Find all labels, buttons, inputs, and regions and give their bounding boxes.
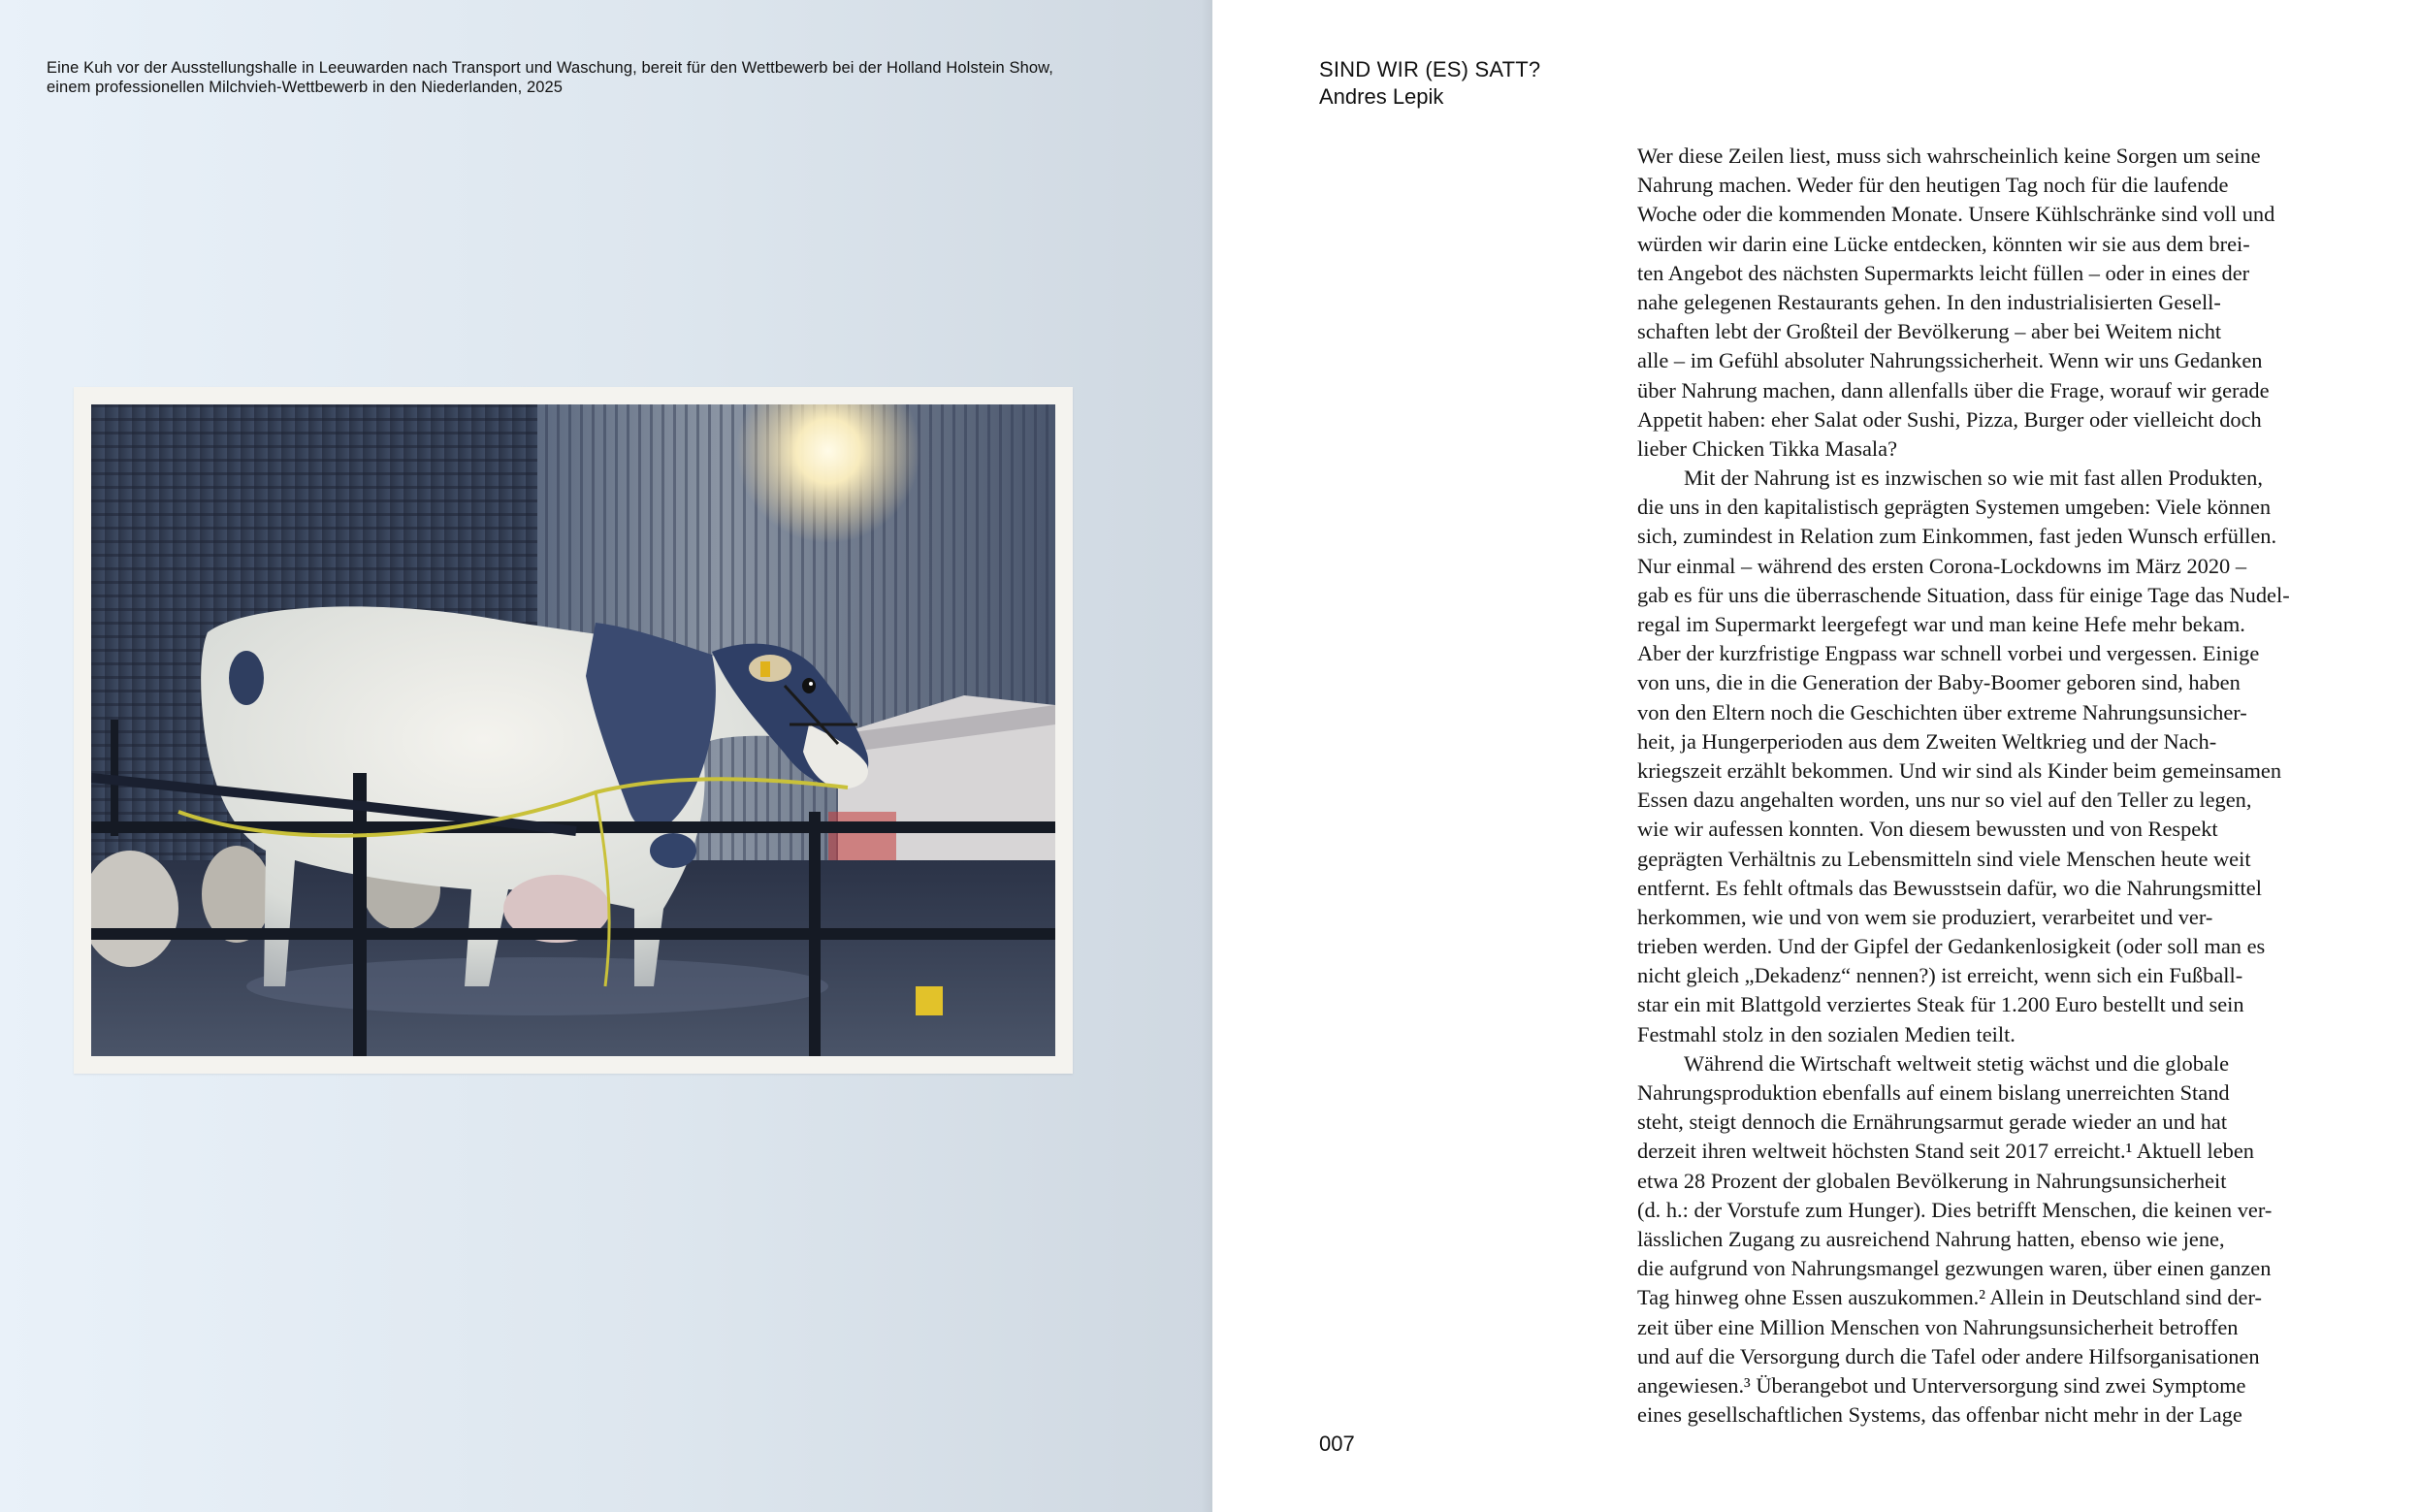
text-line: von den Eltern noch die Geschichten über extreme Nahrungsunsicher- — [1637, 699, 2247, 724]
text-line: nicht gleich „Dekadenz“ nennen?) ist erreicht, wenn sich ein Fußball- — [1637, 963, 2243, 988]
text-line: über Nahrung machen, dann allenfalls über die Frage, worauf wir gerade — [1637, 377, 2270, 402]
text-line: Essen dazu angehalten worden, uns nur so viel auf den Teller zu legen, — [1637, 788, 2252, 813]
text-line: sich, zumindest in Relation zum Einkommen, fast jeden Wunsch erfüllen. — [1637, 524, 2277, 549]
text-line: alle – im Gefühl absoluter Nahrungssicherheit. Wenn wir uns Gedanken — [1637, 348, 2263, 373]
text-line: regal im Supermarkt leergefegt war und man keine Hefe mehr bekam. — [1637, 612, 2245, 636]
text-line: lieber Chicken Tikka Masala? — [1637, 435, 1898, 461]
caption-line: einem professionellen Milchvieh-Wettbewerb in den Niederlanden, 2025 — [47, 79, 564, 96]
text-line: Tag hinweg ohne Essen auszukommen.² Allein in Deutschland sind der- — [1637, 1285, 2262, 1310]
text-line: lässlichen Zugang zu ausreichend Nahrung hatten, ebenso wie jene, — [1637, 1226, 2225, 1251]
text-line: derzeit ihren weltweit höchsten Stand seit 2017 erreicht.¹ Aktuell leben — [1637, 1139, 2254, 1164]
essay-body — [1637, 142, 2374, 1430]
text-line: etwa 28 Prozent der globalen Bevölkerung in Nahrungsunsicherheit — [1637, 1168, 2227, 1193]
text-line: (d. h.: der Vorstufe zum Hunger). Dies betrifft Menschen, die keinen ver- — [1637, 1197, 2273, 1222]
text-line: schaften lebt der Großteil der Bevölkerung – aber bei Weitem nicht — [1637, 319, 2222, 344]
text-line: eines gesellschaftlichen Systems, das offenbar nicht mehr in der Lage — [1637, 1402, 2242, 1428]
text-line: ten Angebot des nächsten Supermarkts leicht füllen – oder in eines der — [1637, 260, 2250, 285]
text-line: gab es für uns die überraschende Situation, dass für einige Tage das Nudel- — [1637, 582, 2290, 607]
text-line: Nahrungsproduktion ebenfalls auf einem bislang unerreichten Stand — [1637, 1080, 2230, 1105]
text-line: Woche oder die kommenden Monate. Unsere Kühlschränke sind voll und — [1637, 202, 2275, 227]
cow-photograph — [91, 404, 1055, 1056]
text-line: Nahrung machen. Weder für den heutigen Tag noch für die laufende — [1637, 173, 2229, 198]
essay-title: SIND WIR (ES) SATT? — [1319, 57, 1541, 81]
text-line: trieben werden. Und der Gipfel der Gedankenlosigkeit (oder soll man es — [1637, 934, 2266, 959]
essay-heading — [1319, 56, 1540, 111]
text-line: zeit über eine Million Menschen von Nahrungsunsicherheit betroffen — [1637, 1314, 2239, 1339]
essay-author: Andres Lepik — [1319, 84, 1444, 109]
text-line: herkommen, wie und von wem sie produziert, verarbeitet und ver- — [1637, 904, 2213, 929]
text-line: Festmahl stolz in den sozialen Medien teilt. — [1637, 1021, 2016, 1046]
right-page — [1212, 0, 2419, 1512]
text-line: kriegszeit erzählt bekommen. Und wir sind als Kinder beim gemeinsamen — [1637, 757, 2282, 783]
text-line: geprägten Verhältnis zu Lebensmitteln sind viele Menschen heute weit — [1637, 846, 2251, 871]
text-line: von uns, die in die Generation der Baby-Boomer geboren sind, haben — [1637, 670, 2241, 695]
text-line: angewiesen.³ Überangebot und Unterversorgung sind zwei Symptome — [1637, 1372, 2246, 1398]
text-line: Nur einmal – während des ersten Corona-Lockdowns im März 2020 – — [1637, 553, 2247, 578]
photo-frame — [74, 387, 1073, 1074]
text-line: wie wir aufessen konnten. Von diesem bewussten und von Respekt — [1637, 817, 2218, 842]
text-line: steht, steigt dennoch die Ernährungsarmut gerade wieder an und hat — [1637, 1110, 2228, 1135]
text-line: Aber der kurzfristige Engpass war schnell vorbei und vergessen. Einige — [1637, 641, 2260, 666]
text-line: entfernt. Es fehlt oftmals das Bewusstsein dafür, wo die Nahrungsmittel — [1637, 875, 2262, 900]
caption-line: Eine Kuh vor der Ausstellungshalle in Leeuwarden nach Transport und Waschung, bereit für den Wettbewerb bei der Holland Holstein Show, — [47, 59, 1053, 77]
text-line: die aufgrund von Nahrungsmangel gezwungen waren, über einen ganzen — [1637, 1256, 2272, 1281]
text-line: die uns in den kapitalistisch geprägten Systemen umgeben: Viele können — [1637, 495, 2272, 520]
text-line: nahe gelegenen Restaurants gehen. In den industrialisierten Gesell- — [1637, 289, 2221, 314]
text-line: Wer diese Zeilen liest, muss sich wahrscheinlich keine Sorgen um seine — [1637, 144, 2261, 168]
text-line: Während die Wirtschaft weltweit stetig wächst und die globale — [1684, 1050, 2230, 1076]
text-line: Appetit haben: eher Salat oder Sushi, Pizza, Burger oder vielleicht doch — [1637, 406, 2262, 432]
page-number: 007 — [1319, 1432, 1355, 1456]
text-line: und auf die Versorgung durch die Tafel oder andere Hilfsorganisationen — [1637, 1343, 2260, 1368]
text-line: würden wir darin eine Lücke entdecken, könnten wir sie aus dem brei- — [1637, 231, 2250, 256]
text-line: Mit der Nahrung ist es inzwischen so wie mit fast allen Produkten, — [1684, 466, 2263, 491]
text-line: heit, ja Hungerperioden aus dem Zweiten Weltkrieg und der Nach- — [1637, 728, 2217, 754]
text-line: star ein mit Blattgold verziertes Steak für 1.200 Euro bestellt und sein — [1637, 992, 2244, 1017]
photo-caption — [47, 58, 1133, 97]
